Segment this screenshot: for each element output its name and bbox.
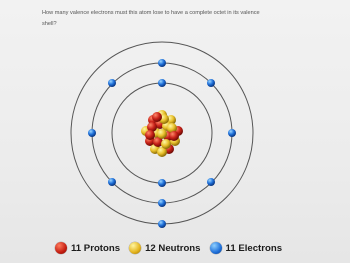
question-text: How many valence electrons must this atom lose to have a complete octet in its valence shell? bbox=[42, 10, 260, 27]
electron-swatch-icon bbox=[210, 242, 222, 254]
electron bbox=[207, 79, 215, 87]
legend-electrons bbox=[210, 242, 283, 254]
electron bbox=[158, 220, 166, 228]
proton-swatch-icon bbox=[55, 242, 67, 254]
legend-protons-label: 11 Protons bbox=[71, 242, 121, 254]
legend bbox=[55, 242, 291, 254]
legend-protons bbox=[55, 242, 120, 254]
electron bbox=[158, 59, 166, 67]
electron bbox=[88, 129, 96, 137]
electron bbox=[108, 79, 116, 87]
electron bbox=[228, 129, 236, 137]
neutron-swatch-icon bbox=[129, 242, 141, 254]
electron bbox=[158, 199, 166, 207]
electron bbox=[158, 179, 166, 187]
nucleus bbox=[141, 110, 183, 157]
electron bbox=[207, 178, 215, 186]
legend-electrons-label: 11 Electrons bbox=[225, 242, 283, 254]
electron bbox=[108, 178, 116, 186]
legend-neutrons-label: 12 Neutrons bbox=[145, 242, 201, 254]
electron bbox=[158, 79, 166, 87]
legend-neutrons bbox=[129, 242, 200, 254]
